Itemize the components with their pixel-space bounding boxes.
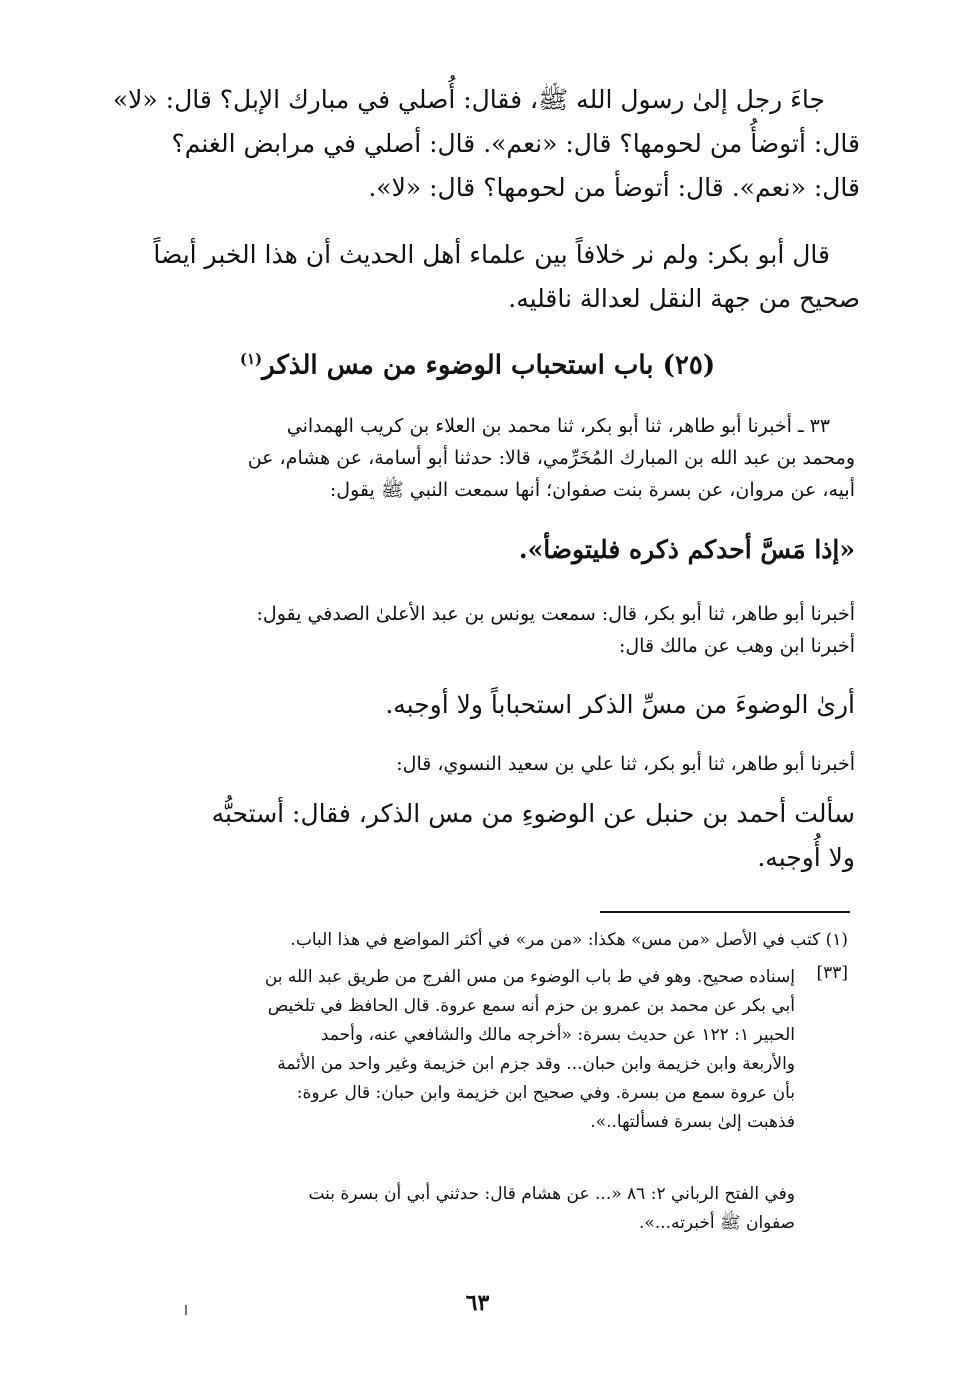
scan-mark — [185, 1305, 187, 1315]
text-line: صحيح من جهة النقل لعدالة ناقليه. — [508, 284, 860, 313]
footnote-1 — [290, 926, 848, 955]
abu-bakr-paragraph — [153, 233, 860, 321]
text-line: (١) كتب في الأصل «من مس» هكذا: «من مر» في أكثر المواضع في هذا الباب. — [290, 930, 848, 950]
text-line: وفي الفتح الرباني ٢: ٨٦ «... عن هشام قال: حدثني أبي أن بسرة بنت — [308, 1184, 795, 1204]
hadith-33-text — [519, 528, 855, 572]
text-line: أبيه، عن مروان، عن بسرة بنت صفوان؛ أنها سمعت النبي ﷺ يقول: — [329, 479, 855, 501]
text-line: فذهبت إلىٰ بسرة فسألتها..». — [590, 1112, 795, 1132]
text-line: ومحمد بن عبد الله بن المبارك المُخَرِّمي، قالا: حدثنا أبو أسامة، عن هشام، عن — [247, 447, 855, 469]
text-line: قال أبو بكر: ولم نر خلافاً بين علماء أهل الحديث أن هذا الخبر أيضاً — [153, 240, 830, 269]
text-line: صفوان ﷺ أخبرته...». — [639, 1213, 795, 1233]
text-line: جاءَ رجل إلىٰ رسول الله ﷺ، فقال: أُصلي في مبارك الإبل؟ قال: «لا» — [112, 85, 825, 114]
opening-paragraph — [113, 78, 860, 210]
malik-statement — [385, 683, 855, 727]
chapter-title: (٢٥) باب استحباب الوضوء من مس الذكر — [262, 350, 716, 381]
footnote-33-continued — [308, 1180, 795, 1238]
footnote-33-marker: [٣٣] — [816, 963, 848, 983]
chapter-heading — [0, 350, 955, 381]
text-line: أخبرنا أبو طاهر، ثنا أبو بكر، ثنا علي بن سعيد النسوي، قال: — [396, 753, 855, 775]
malik-isnad — [257, 598, 856, 662]
text-line: «إذا مَسَّ أحدكم ذكره فليتوضأ». — [518, 535, 855, 564]
text-line: سألت أحمد بن حنبل عن الوضوءِ من مس الذكر، فقال: أستحبُّه — [211, 799, 855, 828]
hadith-33-isnad — [248, 410, 855, 506]
text-line: أخبرنا أبو طاهر، ثنا أبو بكر، قال: سمعت يونس بن عبد الأعلىٰ الصدفي يقول: — [256, 603, 855, 625]
text-line: أرىٰ الوضوءَ من مسِّ الذكر استحباباً ولا أوجبه. — [385, 690, 855, 719]
footnote-33 — [265, 963, 795, 1137]
ahmad-statement — [212, 792, 855, 880]
text-line: والأربعة وابن خزيمة وابن حبان... وقد جزم ابن خزيمة وغير واحد من الأئمة — [277, 1054, 795, 1074]
text-line: أخبرنا ابن وهب عن مالك قال: — [618, 635, 855, 657]
text-line: إسناده صحيح. وهو في ط باب الوضوء من مس الفرج من طريق عبد الله بن — [264, 967, 795, 987]
footnote-separator — [600, 911, 850, 913]
ahmad-isnad — [396, 748, 855, 780]
text-line: ولا أُوجبه. — [757, 843, 855, 872]
text-line: قال: أتوضأُ من لحومها؟ قال: «نعم». قال: أصلي في مرابض الغنم؟ — [171, 129, 860, 158]
text-line: بأن عروة سمع من بسرة. وفي صحيح ابن خزيمة وابن حبان: قال عروة: — [296, 1083, 795, 1103]
footnote-reference: (١) — [239, 350, 263, 368]
page-number: ٦٣ — [465, 1290, 490, 1316]
text-line: ٣٣ ـ أخبرنا أبو طاهر، ثنا أبو بكر، ثنا محمد بن العلاء بن كريب الهمداني — [286, 415, 830, 437]
text-line: قال: «نعم». قال: أتوضأ من لحومها؟ قال: «لا». — [368, 173, 860, 202]
text-line: الحبير ١: ١٢٢ عن حديث بسرة: «أخرجه مالك والشافعي عنه، وأحمد — [320, 1025, 795, 1045]
text-line: أبي بكر عن محمد بن عمرو بن حزم أنه سمع عروة. قال الحافظ في تلخيص — [267, 996, 795, 1016]
